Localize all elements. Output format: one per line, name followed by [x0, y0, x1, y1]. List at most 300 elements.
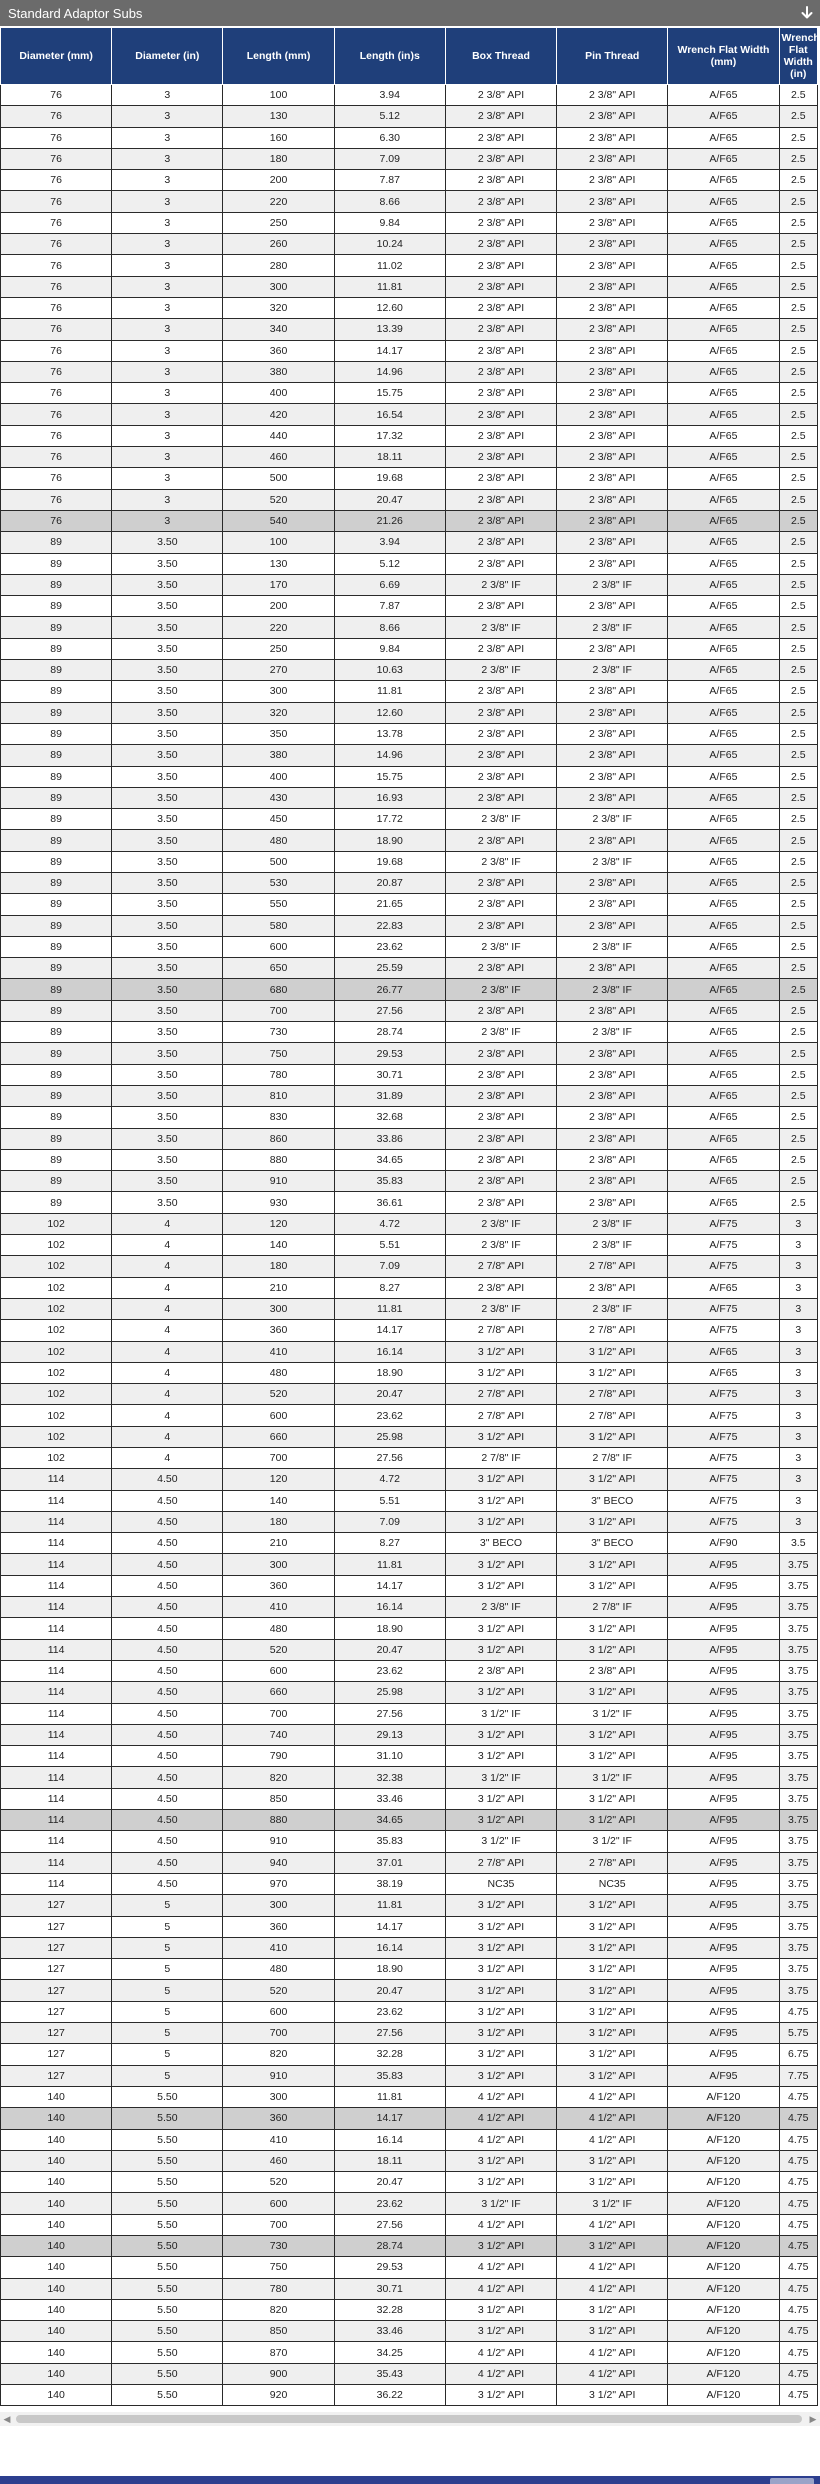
- cell-diameter-mm: 102: [1, 1256, 112, 1277]
- column-header-length-in[interactable]: Length (in)s: [334, 28, 445, 85]
- cell-box-thread: 2 3/8" API: [445, 723, 556, 744]
- cell-pin-thread: 2 3/8" IF: [557, 1213, 668, 1234]
- cell-wrench-flat-width-in: 2.5: [779, 361, 817, 382]
- cell-length-in: 3.94: [334, 85, 445, 106]
- cell-box-thread: 3 1/2" API: [445, 2023, 556, 2044]
- table-row[interactable]: [1, 2214, 818, 2235]
- table-row[interactable]: [1, 2150, 818, 2171]
- table-row[interactable]: [1, 2363, 818, 2384]
- cell-diameter-mm: 114: [1, 1575, 112, 1596]
- cell-pin-thread: 2 7/8" API: [557, 1405, 668, 1426]
- table-row[interactable]: [1, 1724, 818, 1745]
- cell-pin-thread: 3 1/2" IF: [557, 1703, 668, 1724]
- cell-wrench-flat-width-mm: A/F120: [668, 2193, 779, 2214]
- table-row[interactable]: [1, 2299, 818, 2320]
- table-row[interactable]: [1, 1959, 818, 1980]
- cell-pin-thread: 2 3/8" API: [557, 553, 668, 574]
- cell-wrench-flat-width-mm: A/F95: [668, 1724, 779, 1745]
- table-row[interactable]: [1, 2044, 818, 2065]
- cell-length-mm: 930: [223, 1192, 334, 1213]
- table-row[interactable]: [1, 574, 818, 595]
- table-row[interactable]: [1, 894, 818, 915]
- table-row[interactable]: [1, 148, 818, 169]
- table-row[interactable]: [1, 297, 818, 318]
- table-row[interactable]: [1, 1149, 818, 1170]
- table-row[interactable]: [1, 745, 818, 766]
- table-row[interactable]: [1, 1256, 818, 1277]
- table-row[interactable]: [1, 1085, 818, 1106]
- table-row[interactable]: [1, 1000, 818, 1021]
- cell-length-in: 5.12: [334, 553, 445, 574]
- cell-box-thread: 2 7/8" API: [445, 1405, 556, 1426]
- table-row[interactable]: [1, 1533, 818, 1554]
- cell-box-thread: 2 3/8" API: [445, 340, 556, 361]
- cell-pin-thread: 3 1/2" IF: [557, 1831, 668, 1852]
- cell-box-thread: 3 1/2" API: [445, 2065, 556, 2086]
- cell-diameter-mm: 89: [1, 1085, 112, 1106]
- cell-wrench-flat-width-mm: A/F65: [668, 702, 779, 723]
- cell-diameter-mm: 89: [1, 596, 112, 617]
- cell-diameter-in: 3.50: [112, 1022, 223, 1043]
- cell-length-in: 4.72: [334, 1213, 445, 1234]
- panel-header[interactable]: [0, 0, 820, 26]
- table-row[interactable]: [1, 830, 818, 851]
- table-row[interactable]: [1, 1873, 818, 1894]
- cell-box-thread: 2 3/8" API: [445, 447, 556, 468]
- cell-pin-thread: 2 3/8" IF: [557, 574, 668, 595]
- cell-diameter-mm: 114: [1, 1831, 112, 1852]
- table-row[interactable]: [1, 319, 818, 340]
- cell-length-in: 16.14: [334, 1597, 445, 1618]
- table-row[interactable]: [1, 191, 818, 212]
- cell-diameter-in: 4.50: [112, 1533, 223, 1554]
- cell-box-thread: 2 7/8" API: [445, 1256, 556, 1277]
- cell-length-mm: 180: [223, 1511, 334, 1532]
- cell-wrench-flat-width-mm: A/F120: [668, 2299, 779, 2320]
- cell-length-in: 13.39: [334, 319, 445, 340]
- cell-length-in: 11.81: [334, 1298, 445, 1319]
- cell-wrench-flat-width-in: 3.75: [779, 1810, 817, 1831]
- cell-box-thread: 4 1/2" API: [445, 2108, 556, 2129]
- cell-wrench-flat-width-in: 2.5: [779, 574, 817, 595]
- cell-length-in: 5.51: [334, 1235, 445, 1256]
- cell-length-in: 34.65: [334, 1810, 445, 1831]
- table-row[interactable]: [1, 1575, 818, 1596]
- table-row[interactable]: [1, 2108, 818, 2129]
- table-row[interactable]: [1, 617, 818, 638]
- cell-box-thread: 2 3/8" IF: [445, 851, 556, 872]
- cell-length-in: 22.83: [334, 915, 445, 936]
- column-header-pin-thread[interactable]: Pin Thread: [557, 28, 668, 85]
- cell-pin-thread: 3 1/2" API: [557, 1810, 668, 1831]
- table-row[interactable]: [1, 106, 818, 127]
- table-row[interactable]: [1, 2278, 818, 2299]
- cell-length-in: 16.14: [334, 1937, 445, 1958]
- cell-length-mm: 430: [223, 787, 334, 808]
- table-row[interactable]: [1, 766, 818, 787]
- cell-diameter-in: 4: [112, 1320, 223, 1341]
- cell-length-in: 7.09: [334, 148, 445, 169]
- table-row[interactable]: [1, 1469, 818, 1490]
- horizontal-scrollbar[interactable]: [0, 2412, 820, 2426]
- cell-pin-thread: 2 3/8" API: [557, 361, 668, 382]
- cell-length-mm: 780: [223, 1064, 334, 1085]
- table-row[interactable]: [1, 1810, 818, 1831]
- table-row[interactable]: [1, 596, 818, 617]
- table-row[interactable]: [1, 361, 818, 382]
- cell-diameter-mm: 89: [1, 660, 112, 681]
- table-row[interactable]: [1, 468, 818, 489]
- cell-diameter-in: 3.50: [112, 1064, 223, 1085]
- table-row[interactable]: [1, 1618, 818, 1639]
- cell-diameter-mm: 89: [1, 681, 112, 702]
- cell-pin-thread: 3 1/2" API: [557, 1639, 668, 1660]
- table-row[interactable]: [1, 383, 818, 404]
- cell-wrench-flat-width-in: 3.75: [779, 1959, 817, 1980]
- cell-diameter-mm: 89: [1, 574, 112, 595]
- table-row[interactable]: [1, 2129, 818, 2150]
- table-row[interactable]: [1, 1682, 818, 1703]
- cell-pin-thread: 2 3/8" API: [557, 1128, 668, 1149]
- cell-box-thread: 2 3/8" API: [445, 361, 556, 382]
- cell-wrench-flat-width-mm: A/F65: [668, 425, 779, 446]
- cell-length-mm: 200: [223, 596, 334, 617]
- cell-wrench-flat-width-in: 3: [779, 1490, 817, 1511]
- table-row[interactable]: [1, 447, 818, 468]
- cell-length-mm: 660: [223, 1426, 334, 1447]
- cell-pin-thread: 3" BECO: [557, 1533, 668, 1554]
- cell-pin-thread: 3 1/2" API: [557, 2299, 668, 2320]
- table-row[interactable]: [1, 489, 818, 510]
- table-row[interactable]: [1, 681, 818, 702]
- cell-length-in: 9.84: [334, 638, 445, 659]
- table-row[interactable]: [1, 979, 818, 1000]
- table-row[interactable]: [1, 1980, 818, 2001]
- cell-pin-thread: 3 1/2" API: [557, 1724, 668, 1745]
- cell-wrench-flat-width-mm: A/F65: [668, 148, 779, 169]
- table-row[interactable]: [1, 2172, 818, 2193]
- table-row[interactable]: [1, 936, 818, 957]
- cell-diameter-mm: 76: [1, 212, 112, 233]
- table-row[interactable]: [1, 1384, 818, 1405]
- column-header-wrench-flat-width-mm[interactable]: Wrench Flat Width (mm): [668, 28, 779, 85]
- scroll-left-icon[interactable]: ◀: [3, 2414, 11, 2424]
- column-header-diameter-in[interactable]: Diameter (in): [112, 28, 223, 85]
- cell-diameter-mm: 102: [1, 1384, 112, 1405]
- table-row[interactable]: [1, 1192, 818, 1213]
- table-row[interactable]: [1, 1937, 818, 1958]
- table-row[interactable]: [1, 1831, 818, 1852]
- cell-diameter-mm: 89: [1, 1171, 112, 1192]
- table-row[interactable]: [1, 2257, 818, 2278]
- cell-diameter-mm: 114: [1, 1724, 112, 1745]
- cell-diameter-mm: 102: [1, 1213, 112, 1234]
- cell-wrench-flat-width-in: 2.5: [779, 106, 817, 127]
- cell-wrench-flat-width-mm: A/F65: [668, 1149, 779, 1170]
- table-row[interactable]: [1, 1320, 818, 1341]
- table-row[interactable]: [1, 510, 818, 531]
- table-row[interactable]: [1, 2235, 818, 2256]
- table-row[interactable]: [1, 1597, 818, 1618]
- cell-length-in: 18.90: [334, 830, 445, 851]
- cell-pin-thread: 3 1/2" API: [557, 1788, 668, 1809]
- cell-length-in: 18.90: [334, 1959, 445, 1980]
- arrow-down-icon-glyph: [800, 6, 814, 20]
- table-row[interactable]: [1, 1022, 818, 1043]
- cell-wrench-flat-width-mm: A/F65: [668, 553, 779, 574]
- table-row[interactable]: [1, 1490, 818, 1511]
- cell-wrench-flat-width-mm: A/F65: [668, 234, 779, 255]
- cell-wrench-flat-width-in: 2.5: [779, 723, 817, 744]
- cell-pin-thread: 4 1/2" API: [557, 2257, 668, 2278]
- cell-length-mm: 910: [223, 1171, 334, 1192]
- table-row[interactable]: [1, 1511, 818, 1532]
- table-row[interactable]: [1, 1341, 818, 1362]
- cell-length-mm: 380: [223, 745, 334, 766]
- table-row[interactable]: [1, 638, 818, 659]
- table-row[interactable]: [1, 1895, 818, 1916]
- cell-length-mm: 520: [223, 2172, 334, 2193]
- cell-box-thread: 3 1/2" API: [445, 1895, 556, 1916]
- cell-diameter-in: 3: [112, 170, 223, 191]
- table-row[interactable]: [1, 212, 818, 233]
- table-row[interactable]: [1, 2342, 818, 2363]
- cell-wrench-flat-width-mm: A/F65: [668, 809, 779, 830]
- table-row[interactable]: [1, 1916, 818, 1937]
- table-row[interactable]: [1, 532, 818, 553]
- table-row[interactable]: [1, 1128, 818, 1149]
- cell-pin-thread: 2 3/8" API: [557, 127, 668, 148]
- cell-length-in: 23.62: [334, 1660, 445, 1681]
- cell-length-in: 25.98: [334, 1426, 445, 1447]
- cell-wrench-flat-width-mm: A/F65: [668, 361, 779, 382]
- cell-wrench-flat-width-mm: A/F75: [668, 1235, 779, 1256]
- cell-box-thread: 3 1/2" API: [445, 2299, 556, 2320]
- table-row[interactable]: [1, 1064, 818, 1085]
- cell-length-mm: 520: [223, 1639, 334, 1660]
- cell-length-in: 35.43: [334, 2363, 445, 2384]
- table-row[interactable]: [1, 2193, 818, 2214]
- table-row[interactable]: [1, 340, 818, 361]
- cell-diameter-in: 3.50: [112, 787, 223, 808]
- cell-length-mm: 820: [223, 2044, 334, 2065]
- table-row[interactable]: [1, 2001, 818, 2022]
- cell-length-mm: 520: [223, 489, 334, 510]
- cell-wrench-flat-width-in: 2.5: [779, 191, 817, 212]
- cell-length-in: 10.63: [334, 660, 445, 681]
- cell-wrench-flat-width-in: 6.75: [779, 2044, 817, 2065]
- table-row[interactable]: [1, 1235, 818, 1256]
- cell-pin-thread: 2 3/8" IF: [557, 809, 668, 830]
- table-row[interactable]: [1, 255, 818, 276]
- table-row[interactable]: [1, 2086, 818, 2107]
- cell-diameter-in: 5.50: [112, 2385, 223, 2406]
- cell-diameter-in: 3: [112, 148, 223, 169]
- cell-wrench-flat-width-mm: A/F65: [668, 319, 779, 340]
- table-row[interactable]: [1, 851, 818, 872]
- cell-length-in: 37.01: [334, 1852, 445, 1873]
- cell-wrench-flat-width-mm: A/F95: [668, 2065, 779, 2086]
- cell-length-in: 10.24: [334, 234, 445, 255]
- cell-length-mm: 260: [223, 234, 334, 255]
- table-row[interactable]: [1, 958, 818, 979]
- cell-pin-thread: 3 1/2" API: [557, 1895, 668, 1916]
- table-row[interactable]: [1, 234, 818, 255]
- table-row[interactable]: [1, 1639, 818, 1660]
- cell-box-thread: 2 3/8" API: [445, 1660, 556, 1681]
- cell-wrench-flat-width-in: 4.75: [779, 2321, 817, 2342]
- cell-diameter-mm: 76: [1, 361, 112, 382]
- cell-wrench-flat-width-mm: A/F120: [668, 2214, 779, 2235]
- table-row[interactable]: [1, 1213, 818, 1234]
- cell-diameter-in: 4: [112, 1384, 223, 1405]
- cell-diameter-mm: 140: [1, 2108, 112, 2129]
- cell-length-mm: 750: [223, 2257, 334, 2278]
- cell-diameter-in: 5: [112, 2001, 223, 2022]
- cell-wrench-flat-width-in: 2.5: [779, 1022, 817, 1043]
- cell-pin-thread: 3 1/2" API: [557, 1746, 668, 1767]
- cell-wrench-flat-width-in: 2.5: [779, 617, 817, 638]
- table-row[interactable]: [1, 723, 818, 744]
- table-row[interactable]: [1, 276, 818, 297]
- table-row[interactable]: [1, 1767, 818, 1788]
- cell-pin-thread: 2 3/8" API: [557, 958, 668, 979]
- cell-diameter-mm: 102: [1, 1320, 112, 1341]
- table-row[interactable]: [1, 1852, 818, 1873]
- table-row[interactable]: [1, 1405, 818, 1426]
- table-row[interactable]: [1, 1703, 818, 1724]
- cell-diameter-in: 4.50: [112, 1469, 223, 1490]
- table-row[interactable]: [1, 85, 818, 106]
- table-row[interactable]: [1, 915, 818, 936]
- cell-length-in: 28.74: [334, 2235, 445, 2256]
- table-row[interactable]: [1, 702, 818, 723]
- table-row[interactable]: [1, 425, 818, 446]
- cell-wrench-flat-width-mm: A/F95: [668, 1810, 779, 1831]
- table-row[interactable]: [1, 787, 818, 808]
- table-row[interactable]: [1, 1277, 818, 1298]
- cell-diameter-mm: 127: [1, 1895, 112, 1916]
- cell-wrench-flat-width-mm: A/F65: [668, 340, 779, 361]
- cell-diameter-in: 3.50: [112, 872, 223, 893]
- table-container[interactable]: [0, 27, 820, 2406]
- column-header-diameter-mm[interactable]: Diameter (mm): [1, 28, 112, 85]
- table-row[interactable]: [1, 404, 818, 425]
- cell-pin-thread: 3 1/2" API: [557, 2385, 668, 2406]
- table-row[interactable]: [1, 170, 818, 191]
- cell-length-in: 16.14: [334, 2129, 445, 2150]
- table-row[interactable]: [1, 872, 818, 893]
- cell-length-mm: 750: [223, 1043, 334, 1064]
- cell-length-in: 26.77: [334, 979, 445, 1000]
- table-row[interactable]: [1, 1298, 818, 1319]
- cell-wrench-flat-width-mm: A/F65: [668, 574, 779, 595]
- cell-wrench-flat-width-mm: A/F95: [668, 1916, 779, 1937]
- cell-wrench-flat-width-mm: A/F65: [668, 1085, 779, 1106]
- cell-wrench-flat-width-mm: A/F95: [668, 1554, 779, 1575]
- table-row[interactable]: [1, 1554, 818, 1575]
- cell-diameter-in: 3: [112, 425, 223, 446]
- table-row[interactable]: [1, 1171, 818, 1192]
- table-row[interactable]: [1, 1426, 818, 1447]
- table-row[interactable]: [1, 2065, 818, 2086]
- cell-wrench-flat-width-mm: A/F120: [668, 2235, 779, 2256]
- table-row[interactable]: [1, 2385, 818, 2406]
- cell-diameter-mm: 140: [1, 2278, 112, 2299]
- cell-wrench-flat-width-in: 2.5: [779, 766, 817, 787]
- cell-pin-thread: 2 7/8" API: [557, 1320, 668, 1341]
- cell-length-in: 20.87: [334, 872, 445, 893]
- cell-wrench-flat-width-mm: A/F65: [668, 1128, 779, 1149]
- cell-wrench-flat-width-in: 4.75: [779, 2214, 817, 2235]
- cell-diameter-in: 3: [112, 297, 223, 318]
- cell-length-in: 14.96: [334, 361, 445, 382]
- table-row[interactable]: [1, 1043, 818, 1064]
- table-row[interactable]: [1, 2321, 818, 2342]
- cell-box-thread: 3 1/2" API: [445, 1554, 556, 1575]
- cell-diameter-in: 3.50: [112, 745, 223, 766]
- bottom-tab[interactable]: [770, 2478, 814, 2484]
- cell-length-mm: 600: [223, 2001, 334, 2022]
- cell-box-thread: 2 3/8" IF: [445, 574, 556, 595]
- cell-wrench-flat-width-in: 4.75: [779, 2342, 817, 2363]
- cell-box-thread: 2 3/8" IF: [445, 1022, 556, 1043]
- cell-box-thread: 2 3/8" IF: [445, 1235, 556, 1256]
- table-body: [1, 85, 818, 2406]
- column-header-wrench-flat-width-in[interactable]: Wrench Flat Width (in): [779, 28, 817, 85]
- table-row[interactable]: [1, 553, 818, 574]
- cell-box-thread: 2 3/8" API: [445, 872, 556, 893]
- cell-pin-thread: 3 1/2" API: [557, 1980, 668, 2001]
- cell-length-mm: 400: [223, 766, 334, 787]
- cell-wrench-flat-width-in: 3.75: [779, 1597, 817, 1618]
- table-row[interactable]: [1, 2023, 818, 2044]
- scroll-right-icon[interactable]: ▶: [809, 2414, 817, 2424]
- cell-diameter-in: 3.50: [112, 1128, 223, 1149]
- table-row[interactable]: [1, 1362, 818, 1383]
- table-row[interactable]: [1, 809, 818, 830]
- cell-diameter-mm: 140: [1, 2235, 112, 2256]
- cell-box-thread: 2 3/8" API: [445, 532, 556, 553]
- column-header-box-thread[interactable]: Box Thread: [445, 28, 556, 85]
- table-row[interactable]: [1, 1660, 818, 1681]
- cell-wrench-flat-width-in: 3.75: [779, 1895, 817, 1916]
- table-row[interactable]: [1, 1448, 818, 1469]
- table-row[interactable]: [1, 1746, 818, 1767]
- cell-box-thread: 3 1/2" API: [445, 1810, 556, 1831]
- cell-diameter-in: 3.50: [112, 723, 223, 744]
- cell-length-in: 7.87: [334, 170, 445, 191]
- table-row[interactable]: [1, 660, 818, 681]
- cell-wrench-flat-width-in: 3.75: [779, 1554, 817, 1575]
- table-row[interactable]: [1, 1788, 818, 1809]
- arrow-down-icon[interactable]: [794, 0, 820, 26]
- cell-wrench-flat-width-in: 3.75: [779, 1831, 817, 1852]
- cell-length-mm: 320: [223, 702, 334, 723]
- cell-diameter-in: 3: [112, 510, 223, 531]
- cell-box-thread: 2 3/8" API: [445, 489, 556, 510]
- table-row[interactable]: [1, 1107, 818, 1128]
- cell-box-thread: 2 3/8" API: [445, 915, 556, 936]
- cell-box-thread: 2 3/8" API: [445, 148, 556, 169]
- table-row[interactable]: [1, 127, 818, 148]
- cell-wrench-flat-width-mm: A/F75: [668, 1256, 779, 1277]
- column-header-length-mm[interactable]: Length (mm): [223, 28, 334, 85]
- scrollbar-thumb[interactable]: [16, 2415, 802, 2423]
- cell-diameter-mm: 114: [1, 1788, 112, 1809]
- cell-wrench-flat-width-in: 3: [779, 1426, 817, 1447]
- cell-diameter-in: 5.50: [112, 2150, 223, 2171]
